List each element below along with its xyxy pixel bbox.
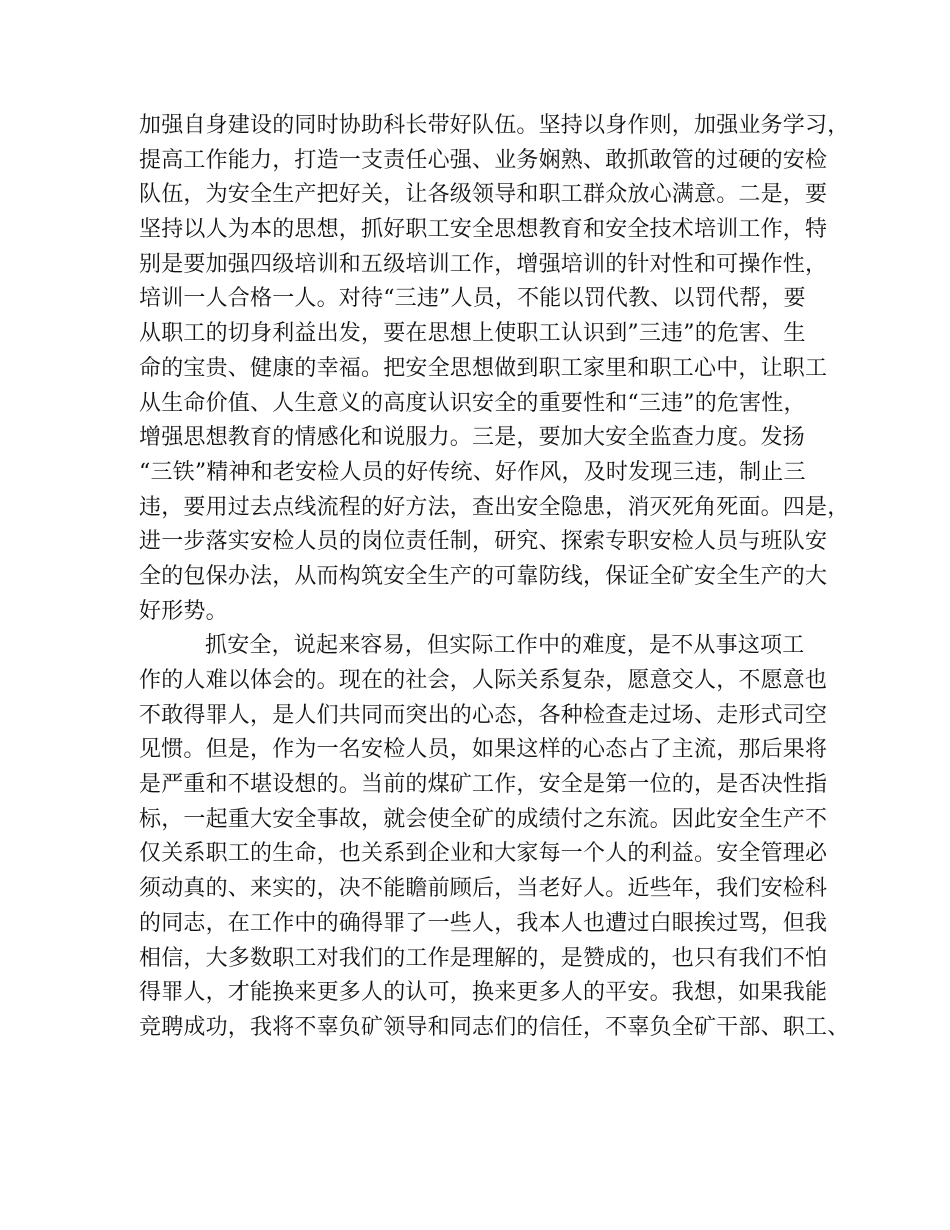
- text-line: 增强思想教育的情感化和说服力。三是，要加大安全监查力度。发扬: [139, 425, 806, 451]
- text-line: 提高工作能力，打造一支责任心强、业务娴熟、敢抓敢管的过硬的安检: [139, 147, 828, 173]
- text-line: 标，一起重大安全事故，就会使全矿的成绩付之东流。因此安全生产不: [139, 806, 828, 832]
- text-line: 竞聘成功，我将不辜负矿领导和同志们的信任，不辜负全矿干部、职工、: [139, 1014, 850, 1040]
- text-line: “三铁”精神和老安检人员的好传统、好作风，及时发现三违，制止三: [139, 459, 806, 485]
- text-line: 从生命价值、人生意义的高度认识安全的重要性和“三违”的危害性，: [139, 390, 806, 416]
- text-line: 须动真的、来实的，决不能瞻前顾后，当老好人。近些年，我们安检科: [139, 876, 828, 902]
- text-line: 培训一人合格一人。对待“三违”人员，不能以罚代教、以罚代帮，要: [139, 286, 806, 312]
- paragraph-1: [139, 109, 850, 629]
- text-line: 作的人难以体会的。现在的社会，人际关系复杂，愿意交人，不愿意也: [139, 668, 828, 693]
- text-line: 得罪人，才能换来更多人的认可，换来更多人的平安。我想，如果我能: [139, 980, 828, 1006]
- text-line: 相信，大多数职工对我们的工作是理解的，是赞成的，也只有我们不怕: [139, 945, 828, 971]
- text-line: 违，要用过去点线流程的好方法，查出安全隐患，消灭死角死面。四是，: [139, 494, 850, 520]
- text-line: 见惯。但是，作为一名安检人员，如果这样的心态占了主流，那后果将: [139, 737, 828, 763]
- text-line: 进一步落实安检人员的岗位责任制，研究、探索专职安检人员与班队安: [139, 529, 828, 555]
- paragraph-2: [139, 629, 850, 1045]
- text-line: 的同志，在工作中的确得罪了一些人，我本人也遭过白眼挨过骂，但我: [139, 910, 828, 936]
- text-line: 加强自身建设的同时协助科长带好队伍。坚持以身作则，加强业务学习，: [139, 113, 850, 138]
- text-line: 仅关系职工的生命，也关系到企业和大家每一个人的利益。安全管理必: [139, 841, 828, 867]
- text-line: 从职工的切身利益出发，要在思想上使职工认识到”三违”的危害、生: [139, 321, 806, 347]
- text-line: 命的宝贵、健康的幸福。把安全思想做到职工家里和职工心中，让职工: [139, 355, 828, 381]
- text-line: 不敢得罪人，是人们共同而突出的心态，各种检查走过场、走形式司空: [139, 702, 828, 728]
- text-line: 好形势。: [139, 598, 228, 624]
- text-line: 是严重和不堪设想的。当前的煤矿工作，安全是第一位的，是否决性指: [139, 772, 828, 798]
- text-line: 坚持以人为本的思想，抓好职工安全思想教育和安全技术培训工作，特: [139, 217, 828, 243]
- document-body: [139, 109, 850, 1046]
- text-line: 全的包保办法，从而构筑安全生产的可靠防线，保证全矿安全生产的大: [139, 563, 828, 589]
- text-line: 队伍，为安全生产把好关，让各级领导和职工群众放心满意。二是，要: [139, 182, 828, 208]
- text-line-indented: 抓安全，说起来容易，但实际工作中的难度，是不从事这项工: [205, 633, 805, 659]
- text-line: 别是要加强四级培训和五级培训工作，增强培训的针对性和可操作性，: [139, 251, 828, 277]
